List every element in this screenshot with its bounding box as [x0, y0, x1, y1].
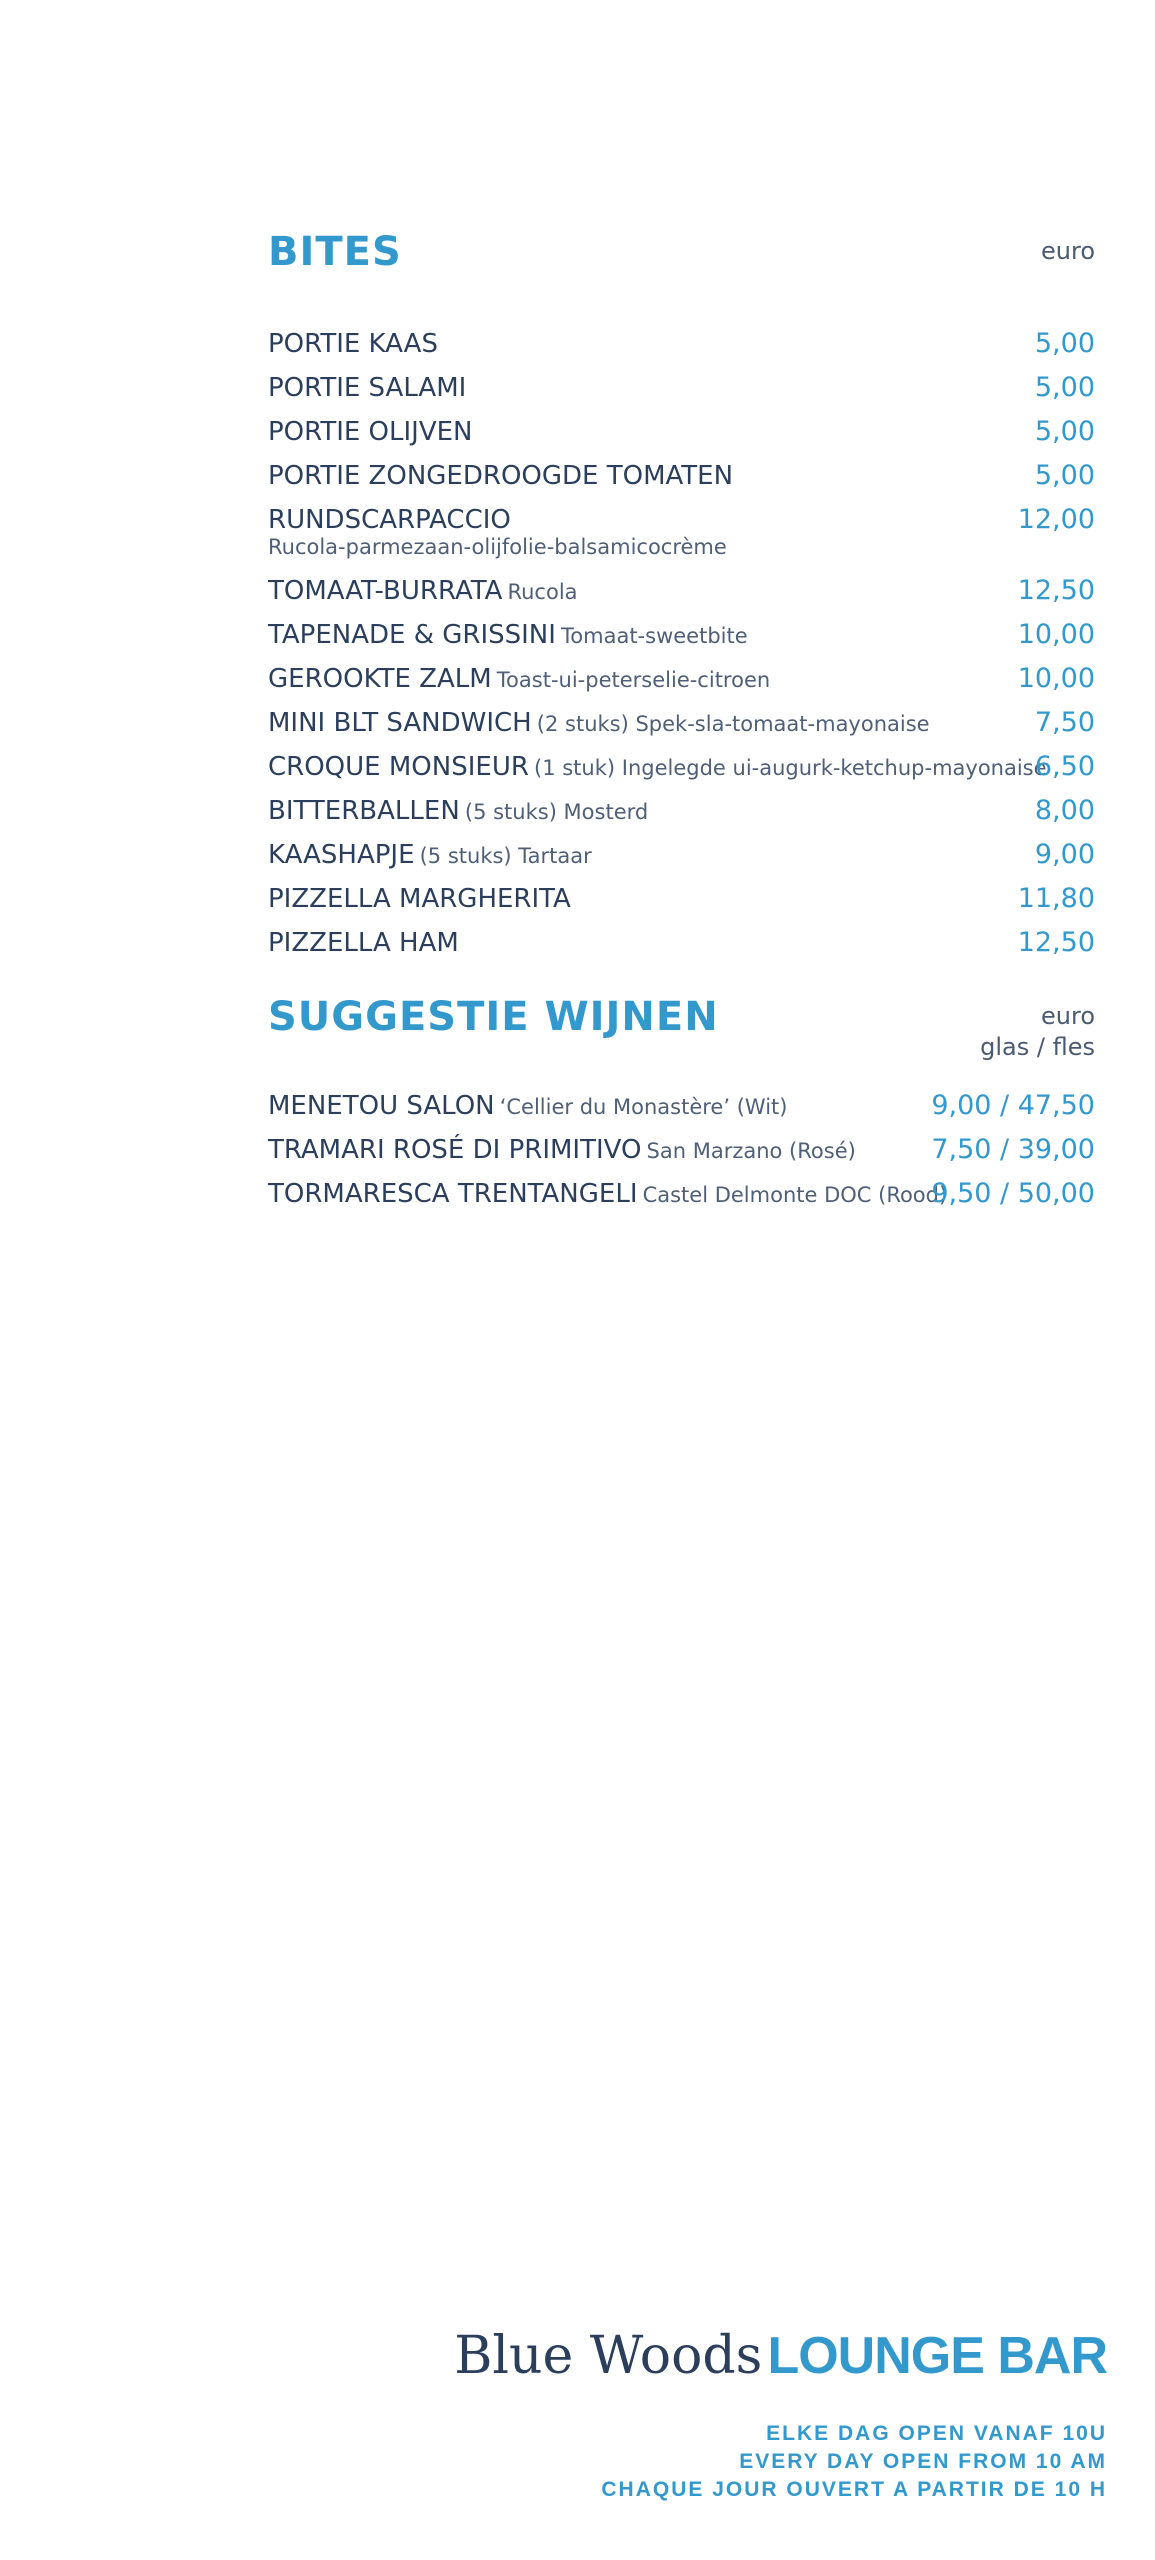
menu-item — [268, 833, 1095, 877]
item-price: 7,50 / 39,00 — [931, 1134, 1095, 1165]
opening-hours — [454, 2420, 1107, 2504]
item-price: 5,00 — [1034, 460, 1095, 491]
item-description: ‘Cellier du Monastère’ (Wit) — [499, 1095, 788, 1119]
item-price: 5,00 — [1034, 372, 1095, 403]
item-price: 9,00 / 47,50 — [931, 1090, 1095, 1121]
menu-item — [268, 1084, 1095, 1128]
brand-logo — [454, 2318, 1107, 2406]
item-name: PIZZELLA HAM — [268, 928, 459, 958]
item-name: KAASHAPJE — [268, 840, 415, 870]
hours-fr: CHAQUE JOUR OUVERT A PARTIR DE 10 H — [601, 2478, 1107, 2501]
hours-nl: ELKE DAG OPEN VANAF 10U — [766, 2422, 1107, 2445]
item-description: Rucola — [507, 580, 578, 604]
wines-unit: euro — [1041, 1002, 1095, 1030]
item-description: Tomaat-sweetbite — [561, 624, 748, 648]
bites-unit: euro — [1041, 237, 1095, 265]
item-price: 12,50 — [1017, 927, 1095, 958]
item-name: PORTIE KAAS — [268, 329, 438, 359]
menu-item — [268, 745, 1095, 789]
item-price: 9,50 / 50,00 — [931, 1178, 1095, 1209]
item-name: PORTIE SALAMI — [268, 373, 467, 403]
item-description: (2 stuks) Spek-sla-tomaat-mayonaise — [536, 712, 930, 736]
menu-item — [268, 569, 1095, 613]
item-description: Castel Delmonte DOC (Rood) — [642, 1183, 948, 1207]
bites-list — [268, 322, 1095, 965]
hours-en: EVERY DAY OPEN FROM 10 AM — [739, 2450, 1107, 2473]
item-description: Toast-ui-peterselie-citroen — [496, 668, 771, 692]
item-price: 10,00 — [1017, 619, 1095, 650]
wines-list — [268, 1084, 1095, 1216]
item-price: 7,50 — [1034, 707, 1095, 738]
item-name: BITTERBALLEN — [268, 796, 460, 826]
wines-unit-sub: glas / fles — [980, 1033, 1095, 1061]
item-price: 9,00 — [1034, 839, 1095, 870]
item-name: CROQUE MONSIEUR — [268, 752, 529, 782]
menu-item — [268, 454, 1095, 498]
menu-item — [268, 789, 1095, 833]
item-name: PORTIE ZONGEDROOGDE TOMATEN — [268, 461, 734, 491]
footer — [454, 2318, 1107, 2504]
menu-item — [268, 921, 1095, 965]
bites-title: BITES — [268, 229, 402, 275]
item-description: (5 stuks) Tartaar — [419, 844, 592, 868]
item-price: 10,00 — [1017, 663, 1095, 694]
item-name: TOMAAT-BURRATA — [268, 576, 503, 606]
item-price: 12,50 — [1017, 575, 1095, 606]
item-description: (1 stuk) Ingelegde ui-augurk-ketchup-mayonaise — [534, 756, 1047, 780]
menu-item — [268, 877, 1095, 921]
item-name: TAPENADE & GRISSINI — [268, 620, 556, 650]
menu-item — [268, 1128, 1095, 1172]
wines-unit-block — [980, 1001, 1095, 1063]
menu-item — [268, 366, 1095, 410]
item-name: TRAMARI ROSÉ DI PRIMITIVO — [268, 1135, 642, 1165]
item-description: San Marzano (Rosé) — [646, 1139, 856, 1163]
brand-name: Blue Woods — [454, 2326, 763, 2386]
item-price: 11,80 — [1017, 883, 1095, 914]
menu-item — [268, 410, 1095, 454]
wines-title: SUGGESTIE WIJNEN — [268, 994, 719, 1040]
item-description: (5 stuks) Mosterd — [464, 800, 649, 824]
brand-lounge-bar: LOUNGE BAR — [767, 2327, 1107, 2385]
item-price: 8,00 — [1034, 795, 1095, 826]
wines-header — [268, 987, 1095, 1061]
item-name: GEROOKTE ZALM — [268, 664, 492, 694]
item-name: MINI BLT SANDWICH — [268, 708, 532, 738]
item-description: Rucola-parmezaan-olijfolie-balsamicocrème — [268, 535, 727, 559]
item-name: PORTIE OLIJVEN — [268, 417, 473, 447]
menu-item — [268, 498, 1095, 569]
item-price: 5,00 — [1034, 328, 1095, 359]
menu-item — [268, 322, 1095, 366]
menu-item — [268, 613, 1095, 657]
item-price: 12,00 — [1017, 504, 1095, 535]
bites-header — [268, 222, 1095, 282]
menu-item — [268, 701, 1095, 745]
menu-item — [268, 657, 1095, 701]
item-name: MENETOU SALON — [268, 1091, 495, 1121]
item-name: PIZZELLA MARGHERITA — [268, 884, 571, 914]
item-price: 5,00 — [1034, 416, 1095, 447]
item-name: TORMARESCA TRENTANGELI — [268, 1179, 638, 1209]
item-price: 6,50 — [1034, 751, 1095, 782]
menu-item — [268, 1172, 1095, 1216]
item-name: RUNDSCARPACCIO — [268, 505, 511, 535]
